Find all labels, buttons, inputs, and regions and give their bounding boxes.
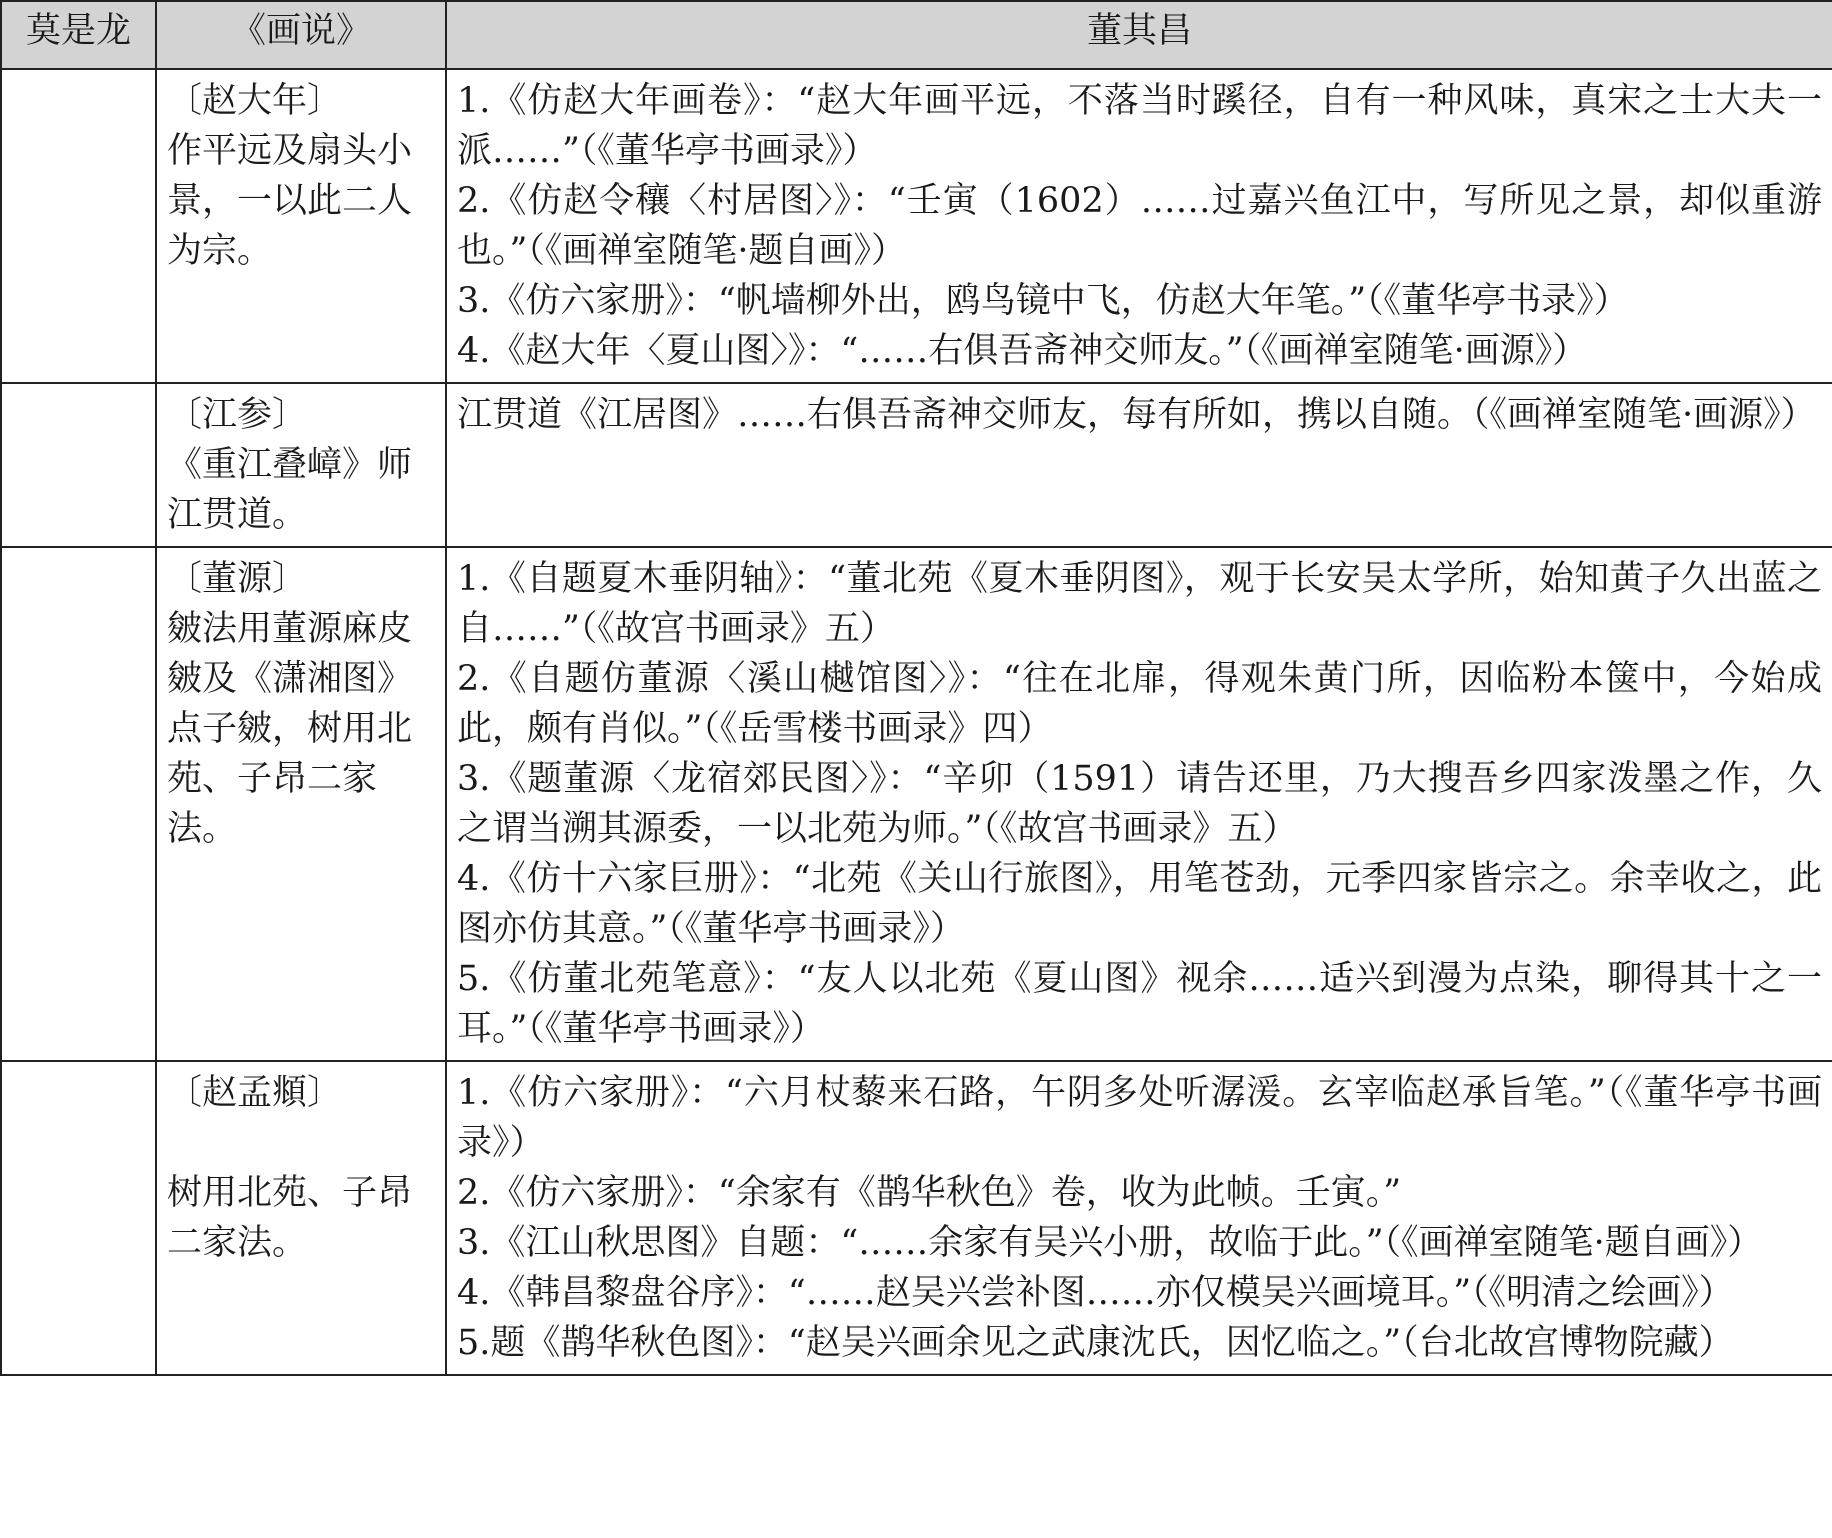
huashuo-cell (156, 69, 446, 383)
quote-entry: 2.《仿六家册》：“余家有《鹊华秋色》卷，收为此帧。壬寅。” (457, 1173, 1402, 1213)
huashuo-text: 皴法用董源麻皮皴及《潇湘图》点子皴，树用北苑、子昂二家法。 (167, 609, 413, 849)
dong-qichang-cell (446, 69, 1832, 383)
huashuo-cell (156, 1061, 446, 1375)
huashuo-cell (156, 383, 446, 547)
mo-shilong-cell (1, 547, 156, 1061)
spacer (167, 1118, 435, 1168)
huashuo-text: 作平远及扇头小景，一以此二人为宗。 (167, 131, 413, 271)
quote-entry: 2.《仿赵令穰〈村居图〉》：“壬寅（1602）……过嘉兴鱼江中，写所见之景，却似重游也。”（《画禅室随笔·题自画》） (457, 181, 1822, 271)
mo-shilong-cell (1, 1061, 156, 1375)
dong-qichang-cell (446, 1061, 1832, 1375)
table-row (1, 383, 1832, 547)
quote-entry: 4.《韩昌黎盘谷序》：“……赵吴兴尝补图……亦仅模吴兴画境耳。”（《明清之绘画》） (457, 1273, 1734, 1313)
huashuo-text: 树用北苑、子昂二家法。 (167, 1173, 413, 1263)
mo-shilong-cell (1, 69, 156, 383)
header-mo-shilong: 莫是龙 (1, 1, 156, 69)
quote-entry: 3.《江山秋思图》自题：“……余家有吴兴小册，故临于此。”（《画禅室随笔·题自画》） (457, 1223, 1763, 1263)
quote-entry: 江贯道《江居图》……右俱吾斋神交师友，每有所如，携以自随。（《画禅室随笔·画源》） (457, 395, 1816, 435)
huashuo-cell (156, 547, 446, 1061)
mo-shilong-cell (1, 383, 156, 547)
quote-entry: 5.题《鹊华秋色图》：“赵吴兴画余见之武康沈氏，因忆临之。”（台北故宫博物院藏） (457, 1323, 1734, 1363)
table-row (1, 69, 1832, 383)
quote-entry: 4.《仿十六家巨册》：“北苑《关山行旅图》，用笔苍劲，元季四家皆宗之。余幸收之，此图亦仿其意。”（《董华亭书画录》） (457, 859, 1822, 949)
header-row (1, 1, 1832, 69)
header-huashuo: 《画说》 (156, 1, 446, 69)
quote-entry: 3.《题董源〈龙宿郊民图〉》：“辛卯（1591）请告还里，乃大搜吾乡四家泼墨之作，久之谓当溯其源委，一以北苑为师。”（《故宫书画录》五） (457, 759, 1822, 849)
quote-entry: 4.《赵大年〈夏山图〉》：“……右俱吾斋神交师友。”（《画禅室随笔·画源》） (457, 331, 1588, 371)
quote-entry: 1.《仿赵大年画卷》：“赵大年画平远，不落当时蹊径，自有一种风味，真宋之士大夫一派……”（《董华亭书画录》） (457, 81, 1822, 171)
quote-entry: 5.《仿董北苑笔意》：“友人以北苑《夏山图》视余……适兴到漫为点染，聊得其十之一耳。”（《董华亭书画录》） (457, 959, 1822, 1049)
quote-entry: 3.《仿六家册》：“帆墙柳外出，鸥鸟镜中飞，仿赵大年笔。”（《董华亭书录》） (457, 281, 1629, 321)
painter-tag: 〔董源〕 (167, 559, 308, 599)
painter-tag: 〔江参〕 (167, 395, 308, 435)
quote-entry: 2.《自题仿董源〈溪山樾馆图〉》：“往在北扉，得观朱黄门所，因临粉本箧中，今始成此，颇有肖似。”（《岳雪楼书画录》四） (457, 659, 1822, 749)
table-row (1, 1061, 1832, 1375)
painter-tag: 〔赵孟頫〕 (167, 1073, 343, 1113)
painter-tag: 〔赵大年〕 (167, 81, 343, 121)
table-row (1, 547, 1832, 1061)
quote-entry: 1.《仿六家册》：“六月杖藜来石路，午阴多处听潺湲。玄宰临赵承旨笔。”（《董华亭书画录》） (457, 1073, 1822, 1163)
huashuo-text: 《重江叠嶂》师江贯道。 (167, 445, 413, 535)
dong-qichang-cell (446, 547, 1832, 1061)
quote-entry: 1.《自题夏木垂阴轴》：“董北苑《夏木垂阴图》，观于长安吴太学所，始知黄子久出蓝之自……”（《故宫书画录》五） (457, 559, 1822, 649)
header-dong-qichang: 董其昌 (446, 1, 1832, 69)
dong-qichang-cell (446, 383, 1832, 547)
